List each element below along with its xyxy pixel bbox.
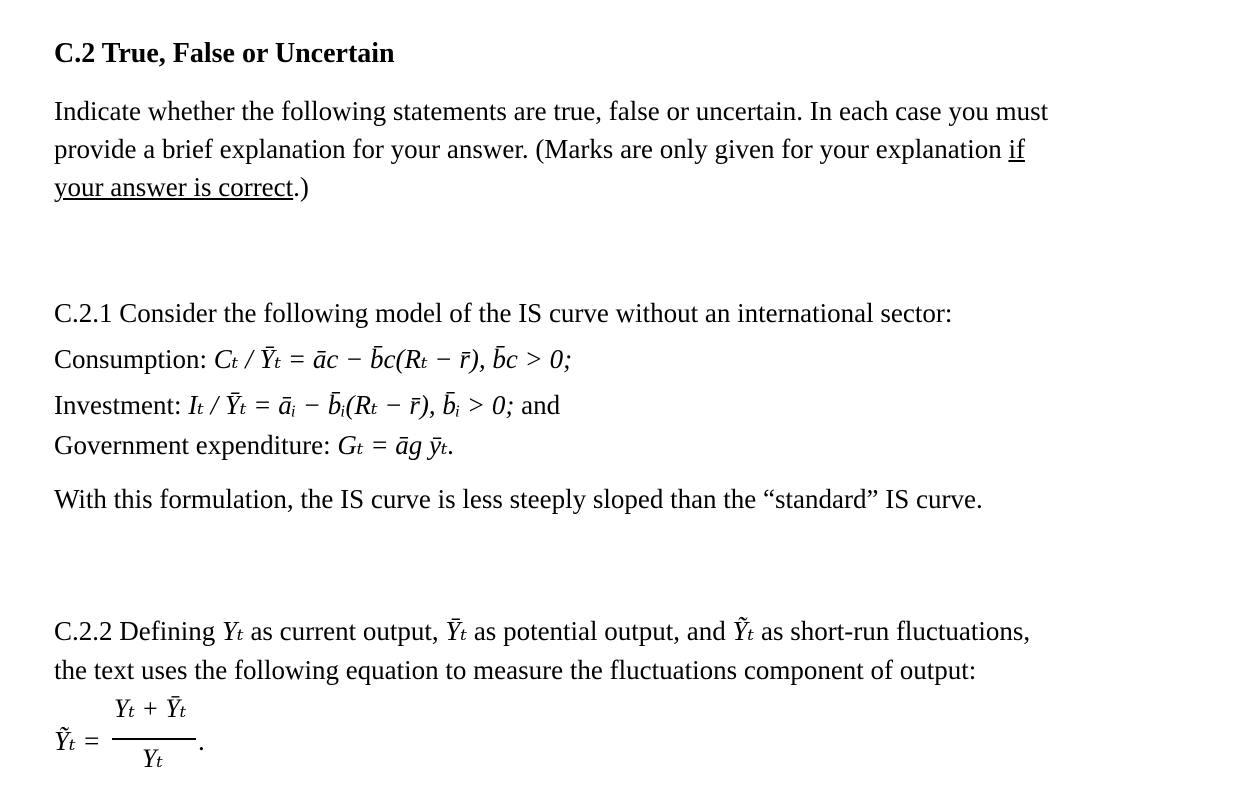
- q2-text-b: as current output,: [243, 616, 446, 646]
- investment-and: and: [514, 390, 561, 420]
- section-title: C.2 True, False or Uncertain: [54, 38, 395, 69]
- investment-equation: Iₜ / Ȳₜ = āᵢ − b̄ᵢ(Rₜ − r̄), b̄ᵢ > 0;: [188, 390, 515, 420]
- investment-equation-line: [54, 390, 560, 421]
- question-2-line-1: [54, 616, 1030, 647]
- government-equation: Gₜ = āg ȳₜ.: [337, 430, 455, 460]
- question-1-intro: C.2.1 Consider the following model of the IS curve without an international sector:: [54, 298, 953, 328]
- investment-label: Investment:: [54, 390, 189, 420]
- q2-text-c: as potential output, and: [467, 616, 733, 646]
- question-2-line-2: the text uses the following equation to measure the fluctuations component of output:: [54, 655, 977, 685]
- consumption-label: Consumption:: [54, 344, 214, 374]
- var-fluctuations: Ỹₜ: [732, 616, 755, 646]
- var-potential-output: Ȳₜ: [445, 616, 468, 646]
- government-label: Government expenditure:: [54, 430, 338, 460]
- instructions-line-1: Indicate whether the following statements are true, false or uncertain. In each case you must: [54, 96, 1049, 126]
- fraction-numerator: Yₜ + Ȳₜ: [114, 694, 187, 723]
- q2-text-a: C.2.2 Defining: [54, 616, 222, 646]
- instructions-underlined-if: if: [1008, 134, 1025, 164]
- fraction-bar: [112, 738, 196, 740]
- instructions-line-3: [54, 172, 309, 203]
- instructions-line-2-text: provide a brief explanation for your answer. (Marks are only given for your explanation: [54, 134, 1009, 164]
- instructions-line-3-tail: .): [293, 172, 309, 202]
- consumption-equation-line: [54, 344, 572, 375]
- instructions-line-2: [54, 134, 1025, 165]
- var-current-output: Yₜ: [222, 616, 244, 646]
- government-equation-line: [54, 430, 454, 461]
- q2-text-d: as short-run fluctuations,: [754, 616, 1031, 646]
- consumption-equation: Cₜ / Ȳₜ = āc − b̄c(Rₜ − r̄), b̄c > 0;: [213, 344, 573, 374]
- instructions-underlined-answer-correct: your answer is correct: [54, 172, 294, 202]
- question-1-statement: With this formulation, the IS curve is less steeply sloped than the “standard” IS curve.: [54, 484, 983, 514]
- fraction-denominator: Yₜ: [142, 744, 163, 773]
- fluctuation-fraction: [112, 694, 204, 784]
- fraction-period: .: [198, 726, 205, 756]
- fraction-lhs: Ỹₜ =: [54, 726, 101, 756]
